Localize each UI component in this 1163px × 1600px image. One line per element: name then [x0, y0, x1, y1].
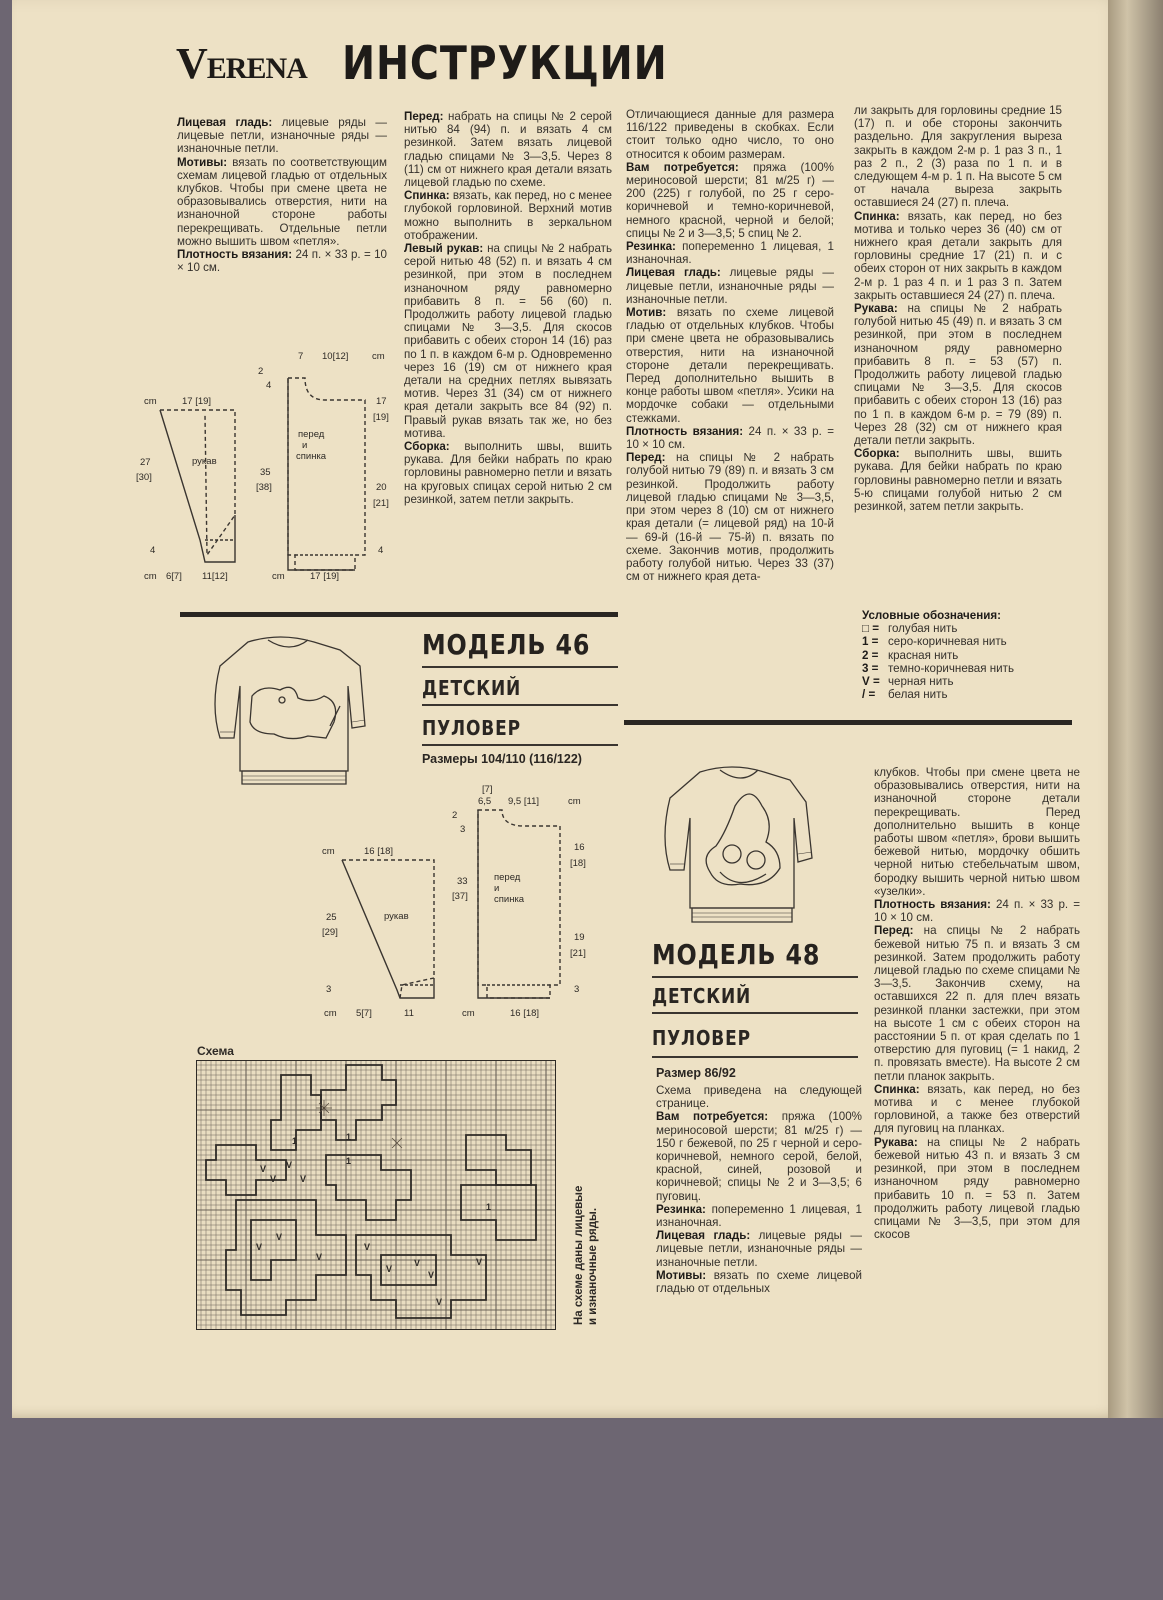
text-column-4 — [854, 104, 1062, 513]
paragraph — [177, 116, 387, 156]
dim-body-r1: 17 — [376, 396, 387, 407]
magazine-page — [12, 0, 1128, 1418]
svg-text:V: V — [256, 1242, 263, 1252]
model-48-title: МОДЕЛЬ 48 — [652, 938, 821, 971]
legend-item — [862, 675, 1062, 688]
legend-text: черная нить — [888, 675, 954, 689]
pattern-schematic-1 — [130, 340, 410, 590]
paragraph-heading: Спинка: — [404, 189, 450, 203]
dim-body-top0: [7] — [482, 784, 493, 795]
dim-body-h1: 33 — [457, 876, 468, 887]
model-46-subtitle-1: ДЕТСКИЙ — [422, 676, 522, 700]
paragraph-text: пряжа (100% мериносовой шерсти; 81 м/25 г) — 200 (225) г голубой, по 25 г серо-коричневой и темно-коричневой, немного красной, черной и белой; спицы № 2 и 3—3,5; 5 спиц № 2. — [626, 160, 834, 240]
dim-body-rib: 4 — [378, 545, 384, 556]
paragraph — [656, 1269, 862, 1295]
paragraph — [656, 1229, 862, 1269]
model-48-sizes: Размер 86/92 — [656, 1066, 736, 1080]
body-label-1: перед — [298, 429, 325, 440]
legend-item — [862, 662, 1062, 675]
paragraph — [626, 425, 834, 451]
dim-sleeve-top: 16 [18] — [364, 846, 394, 857]
paragraph-heading: Вам потребуется: — [656, 1110, 769, 1124]
paragraph-text: 24 п. × 33 р. = 10 × 10 см. — [626, 424, 835, 452]
dim-body-r2: [18] — [570, 858, 586, 869]
paragraph-heading: Мотивы: — [177, 155, 228, 169]
schema-label: Схема — [197, 1044, 234, 1058]
paragraph-heading: Мотив: — [626, 306, 667, 320]
heading-rule — [422, 744, 618, 746]
dim-body-rib: 3 — [574, 984, 580, 995]
body-label-3: спинка — [296, 451, 327, 462]
paragraph — [626, 161, 834, 240]
dim-body-h1: 35 — [260, 467, 271, 478]
legend-symbol: 1 = — [862, 635, 879, 649]
text-column-3 — [626, 108, 834, 583]
paragraph — [854, 210, 1062, 302]
paragraph-text: попеременно 1 лицевая, 1 изнаночная. — [656, 1202, 862, 1230]
svg-text:V: V — [364, 1242, 371, 1252]
paragraph — [404, 189, 612, 242]
paragraph — [626, 306, 834, 425]
dim-body-r1: 16 — [574, 842, 585, 853]
paragraph-text: вязать по соответствующим схемам лицевой гладью от отдельных клубков. Чтобы при смене цвета не образовывались отверстия, нити на изнаночной стороне работы перекрещивать. Отдельные петли можно вышить швом «петля». — [177, 155, 387, 248]
legend-symbol: □ = — [862, 622, 879, 636]
paragraph-text: клубков. Чтобы при смене цвета не образовывались отверстия, нити на изнаночной стороне детали перекрещивать. Перед дополнительно вышить в конце работы швом «петля», брови вышить бежевой нитью, мордочку обшить черной нитью стебельчатым швом, бородку вышить черной нитью швом «узелки». — [874, 766, 1080, 898]
dim-sleeve-b1: 6[7] — [166, 571, 182, 582]
paragraph-heading: Лицевая гладь: — [656, 1229, 751, 1243]
paragraph — [626, 240, 834, 266]
dim-sleeve-h1: 25 — [326, 912, 337, 923]
paragraph — [626, 108, 834, 161]
paragraph-text: вязать по схеме лицевой гладью от отдельных — [656, 1268, 862, 1296]
section-divider — [624, 720, 1072, 725]
dim-body-r4: [21] — [373, 498, 389, 509]
paragraph-text: на спицы № 2 набрать серой нитью 48 (52) п. и вязать 4 см резинкой, при этом в последнем изнаночном ряду равномерно прибавить 8 п. = 56 (60) п. Продолжить работу лицевой гладью спицами № 3—3,5. Для скосов прибавить с обеих сторон 14 (16) раз по 1 п. в каждом 6-м р. Одновременно через 16 (19) см от нижнего края детали на средних петлях вывязать мотив. Через 31 (34) см от нижнего края детали закрыть все 84 (92) п. Правый рукав вязать так же, но без мотива. — [404, 242, 612, 440]
paragraph-heading: Перед: — [626, 451, 666, 465]
legend-symbol: / = — [862, 688, 876, 702]
dim-sleeve-h2: [30] — [136, 472, 152, 483]
dim-neck2: 4 — [266, 380, 272, 391]
dim-cm: cm — [272, 571, 285, 582]
text-column-2 — [404, 110, 612, 506]
dim-sleeve-top: 17 [19] — [182, 396, 212, 407]
svg-text:V: V — [414, 1258, 421, 1268]
svg-text:V: V — [316, 1252, 323, 1262]
paragraph — [874, 1136, 1080, 1242]
model-46-subtitle-2: ПУЛОВЕР — [422, 716, 521, 740]
paragraph-text: ли закрыть для горловины средние 15 (17) п. и обе стороны закончить раздельно. Для закругления выреза закрыть в каждом 2-м р. 1 раз 3 п., 1 раз 2 п., 2 (3) раза по 1 п. и в следующем 4-м р. 1 п. На высоте 5 см от начала выреза закрыть оставшиеся 24 (27) п. плеча. — [854, 104, 1062, 210]
paragraph-heading: Сборка: — [404, 440, 450, 454]
heading-rule — [422, 666, 618, 668]
page-title: ИНСТРУКЦИИ — [342, 36, 668, 90]
paragraph-text: вязать, как перед, но без мотива и с менее глубокой горловиной, а также без отверстий для пуговиц на планках. — [874, 1082, 1080, 1136]
model-48-subtitle-2: ПУЛОВЕР — [652, 1026, 751, 1050]
paragraph-text: на спицы № 2 набрать голубой нитью 45 (49) п. и вязать 3 см резинкой, при этом в последнем изнаночном ряду равномерно прибавить 8 п. = 53 (57) п. Продолжить работу лицевой гладью спицами № 3—3,5. Для скосов прибавить с обеих сторон 13 (16) раз по 1 п. в каждом 6-м р. = 79 (89) п. Через 28 (32) см от нижнего края детали петли закрыть. — [854, 302, 1062, 448]
paragraph-text: лицевые ряды — лицевые петли, изнаночные ряды — изнаночные петли. — [626, 266, 834, 306]
paragraph-heading: Перед: — [874, 924, 914, 938]
svg-text:V: V — [436, 1297, 443, 1307]
legend-item — [862, 649, 1062, 662]
sweater-illustration-46 — [190, 626, 410, 794]
text-column-6 — [874, 766, 1080, 1241]
dim-neck2: 3 — [460, 824, 466, 835]
paragraph-text: вязать, как перед, но с менее глубокой горловиной. Верхний мотив можно выполнить в зеркальном отображении. — [404, 189, 612, 242]
dim-sleeve-rib: 3 — [326, 984, 332, 995]
svg-text:V: V — [260, 1164, 267, 1174]
paragraph — [404, 440, 612, 506]
dim-body-top1: 6,5 — [478, 796, 492, 807]
heading-rule — [422, 704, 618, 706]
paragraph-text: 24 п. × 33 р. = 10 × 10 см. — [874, 898, 1080, 925]
dim-cm: cm — [324, 1008, 337, 1019]
paragraph-heading: Рукава: — [854, 302, 898, 316]
paragraph-text: на спицы № 2 набрать бежевой нитью 43 п. и вязать 3 см резинкой, при этом в последнем изнаночном ряду равномерно прибавить 10 п. = 53 п. Затем продолжить работу лицевой гладью спицами № 3—3,5, при этом для скосов — [874, 1135, 1080, 1242]
paragraph-text: набрать на спицы № 2 серой нитью 84 (94) п. и вязать 4 см резинкой. Затем вязать лицевой гладью спицами № 3—3,5. Через 8 (11) см от нижнего края детали вязать лицевой гладью по схеме. — [404, 110, 612, 190]
schema-note: На схеме даны лицевые и изнаночные ряды. — [573, 1185, 599, 1325]
dim-body-top2: 10[12] — [322, 351, 349, 362]
paragraph-heading: Лицевая гладь: — [626, 266, 721, 280]
paragraph-text: вязать по схеме лицевой гладью от отдельных клубков. Чтобы при смене цвета не образовывались отверстия, нити на изнаночной стороне детали перекрещивать. Перед дополнительно вышить в конце работы швом «петля». Усики на мордочке собаки — отдельными стежками. — [626, 306, 834, 425]
legend-symbol: V = — [862, 675, 880, 689]
dim-body-h2: [38] — [256, 482, 272, 493]
paragraph-text: 24 п. × 33 р. = 10 × 10 см. — [177, 248, 387, 275]
paragraph-heading: Лицевая гладь: — [177, 116, 273, 129]
legend-text: темно-коричневая нить — [888, 661, 1014, 675]
dim-cm: cm — [144, 396, 157, 407]
paragraph-text: вязать, как перед, но без мотива и только через 36 (40) см от нижнего края детали закрыть для горловины средние 17 (21) п. и с обеих сторон от них закрыть в каждом 2-м р. 1 раз 4 п. и 1 раз 3 п. Затем закрыть оставшиеся 24 (27) п. плеча. — [854, 209, 1062, 302]
heading-rule — [652, 976, 858, 978]
paragraph — [874, 1083, 1080, 1136]
model-48-subtitle-1: ДЕТСКИЙ — [652, 984, 752, 1008]
paragraph-heading: Резинка: — [656, 1202, 706, 1216]
svg-text:V: V — [286, 1160, 293, 1170]
paragraph — [656, 1203, 862, 1229]
dim-neck: 2 — [258, 366, 264, 377]
legend-text: красная нить — [888, 648, 959, 662]
body-label-3: спинка — [494, 894, 525, 905]
paragraph — [854, 302, 1062, 447]
dim-cm: cm — [322, 846, 335, 857]
legend-symbol: 3 = — [862, 661, 879, 675]
dim-body-r4: [21] — [570, 948, 586, 959]
dim-sleeve-b2: 11[12] — [202, 571, 228, 582]
paragraph-text: выполнить швы, вшить рукава. Для бейки набрать по краю горловины равномерно петли и вязать 5-ю спицами голубой нитью 2 см резинкой, затем петли закрыть. — [854, 447, 1062, 514]
svg-text:V: V — [386, 1264, 393, 1274]
paragraph — [874, 766, 1080, 898]
knitting-chart — [196, 1060, 556, 1330]
dim-cm: cm — [462, 1008, 475, 1019]
paragraph — [626, 266, 834, 306]
paragraph-heading: Плотность вязания: — [874, 898, 991, 912]
paragraph-heading: Резинка: — [626, 240, 676, 254]
paragraph-heading: Плотность вязания: — [177, 248, 293, 262]
paragraph-text: попеременно 1 лицевая, 1 изнаночная. — [626, 240, 834, 267]
paragraph-text: выполнить швы, вшить рукава. Для бейки набрать по краю горловины равномерно петли и вязать на круговых спицах серой нитью 2 см резинкой, затем петли закрыть. — [404, 440, 612, 506]
heading-rule — [652, 1056, 858, 1058]
paragraph-text: лицевые ряды — лицевые петли, изнаночные ряды — изнаночные петли. — [656, 1229, 862, 1269]
legend-item — [862, 622, 1062, 635]
svg-text:1: 1 — [292, 1136, 298, 1146]
legend-text: серо-коричневая нить — [888, 635, 1007, 649]
legend-text: голубая нить — [888, 622, 958, 636]
legend-text: белая нить — [888, 688, 948, 702]
paragraph-heading: Левый рукав: — [404, 242, 484, 256]
legend — [862, 609, 1062, 701]
body-label-2: и — [302, 440, 308, 451]
paragraph-heading: Сборка: — [854, 447, 900, 461]
model-46-sizes: Размеры 104/110 (116/122) — [422, 752, 582, 766]
text-column-1 — [177, 116, 387, 274]
paragraph-text: лицевые ряды — лицевые петли, изнаночные ряды — изнаночные петли. — [177, 116, 387, 156]
model-46-title: МОДЕЛЬ 46 — [422, 628, 591, 661]
legend-title: Условные обозначения: — [862, 609, 1001, 622]
legend-item — [862, 635, 1062, 648]
paragraph — [177, 156, 387, 248]
dim-body-r2: [19] — [373, 412, 389, 423]
paragraph — [177, 248, 387, 274]
svg-text:1: 1 — [346, 1156, 352, 1166]
dim-body-h2: [37] — [452, 891, 468, 902]
paragraph-heading: Перед: — [404, 110, 444, 123]
svg-text:V: V — [476, 1257, 483, 1267]
paragraph-heading: Спинка: — [854, 209, 900, 223]
paragraph-text: пряжа (100% мериносовой шерсти; 81 м/25 г) — 150 г бежевой, по 25 г черной и серо-коричневой, немного серой, белой, красной, синей, розовой и коричневой; спицы № 2 и 3—3,5; 6 пуговиц. — [656, 1110, 862, 1203]
paragraph-heading: Плотность вязания: — [626, 424, 744, 438]
heading-rule — [652, 1012, 858, 1014]
paragraph-text: на спицы № 2 набрать бежевой нитью 75 п. и вязать 3 см резинкой. Затем продолжить работу лицевой гладью по схеме спицами № 3—3,5. Закончив схему, на оставшихся 22 п. для плеч вязать резинкой планки застежки, при этом на высоте 1 см с обеих сторон на расстоянии 5 п. от края сделать по 1 отверстию для пуговиц (= 1 накид, 2 п. провязать вместе). На высоте 2 см петли планок закрыть. — [874, 924, 1080, 1083]
dim-body-top2: 9,5 [11] — [508, 796, 539, 807]
sweater-illustration-48 — [640, 762, 860, 932]
dim-sleeve-h1: 27 — [140, 457, 151, 468]
paragraph-text: на спицы № 2 набрать голубой нитью 79 (89) п. и вязать 3 см резинкой. Продолжить работу лицевой гладью спицами № 3—3,5, при этом через 8 (10) см от нижнего края детали (= лицевой ряд) на 10-й — 69-й (16-й — 75-й) п. вязать по схеме. Закончив мотив, продолжить работу голубой нитью. Через 33 (37) см от нижнего края дета- — [626, 451, 834, 584]
dim-sleeve-h2: [29] — [322, 927, 338, 938]
paragraph-heading: Рукава: — [874, 1135, 918, 1149]
paragraph — [854, 104, 1062, 210]
sleeve-label: рукав — [384, 911, 409, 922]
pattern-schematic-2 — [312, 780, 602, 1030]
dim-body-top1: 7 — [298, 351, 304, 362]
dim-sleeve-rib: 4 — [150, 545, 156, 556]
paragraph — [656, 1110, 862, 1202]
paragraph — [626, 451, 834, 583]
paragraph — [874, 924, 1080, 1082]
body-label-1: перед — [494, 872, 521, 883]
paragraph — [404, 110, 612, 189]
paragraph — [854, 447, 1062, 513]
svg-text:1: 1 — [346, 1132, 352, 1142]
dim-cm: cm — [372, 351, 385, 362]
paragraph-heading: Спинка: — [874, 1082, 920, 1096]
legend-symbol: 2 = — [862, 648, 879, 662]
sleeve-label: рукав — [192, 456, 217, 467]
text-column-5 — [656, 1084, 862, 1295]
paragraph-heading: Мотивы: — [656, 1268, 707, 1282]
paragraph — [404, 242, 612, 440]
brand-logo: VERENA — [176, 39, 307, 88]
legend-item — [862, 688, 1062, 701]
paragraph-heading: Вам потребуется: — [626, 160, 739, 174]
dim-neck: 2 — [452, 810, 458, 821]
dim-body-r3: 19 — [574, 932, 585, 943]
dim-cm: cm — [568, 796, 581, 807]
paragraph — [874, 898, 1080, 924]
svg-text:V: V — [270, 1174, 277, 1184]
svg-text:V: V — [276, 1232, 283, 1242]
dim-body-r3: 20 — [376, 482, 387, 493]
page-edge — [1108, 0, 1163, 1418]
body-label-2: и — [494, 883, 500, 894]
dim-sleeve-b2: 11 — [404, 1008, 414, 1019]
dim-body-bottom: 16 [18] — [510, 1008, 540, 1019]
dim-cm: cm — [144, 571, 157, 582]
paragraph-text: Схема приведена на следующей странице. — [656, 1084, 862, 1111]
paragraph — [656, 1084, 862, 1110]
section-divider — [180, 612, 618, 617]
svg-text:V: V — [428, 1270, 435, 1280]
svg-text:V: V — [300, 1174, 307, 1184]
svg-text:1: 1 — [486, 1202, 492, 1212]
dim-sleeve-b1: 5[7] — [356, 1008, 372, 1019]
dim-body-bottom: 17 [19] — [310, 571, 340, 582]
paragraph-text: Отличающиеся данные для размера 116/122 приведены в скобках. Если стоит только одно число, то оно относится к обоим размерам. — [626, 108, 834, 161]
